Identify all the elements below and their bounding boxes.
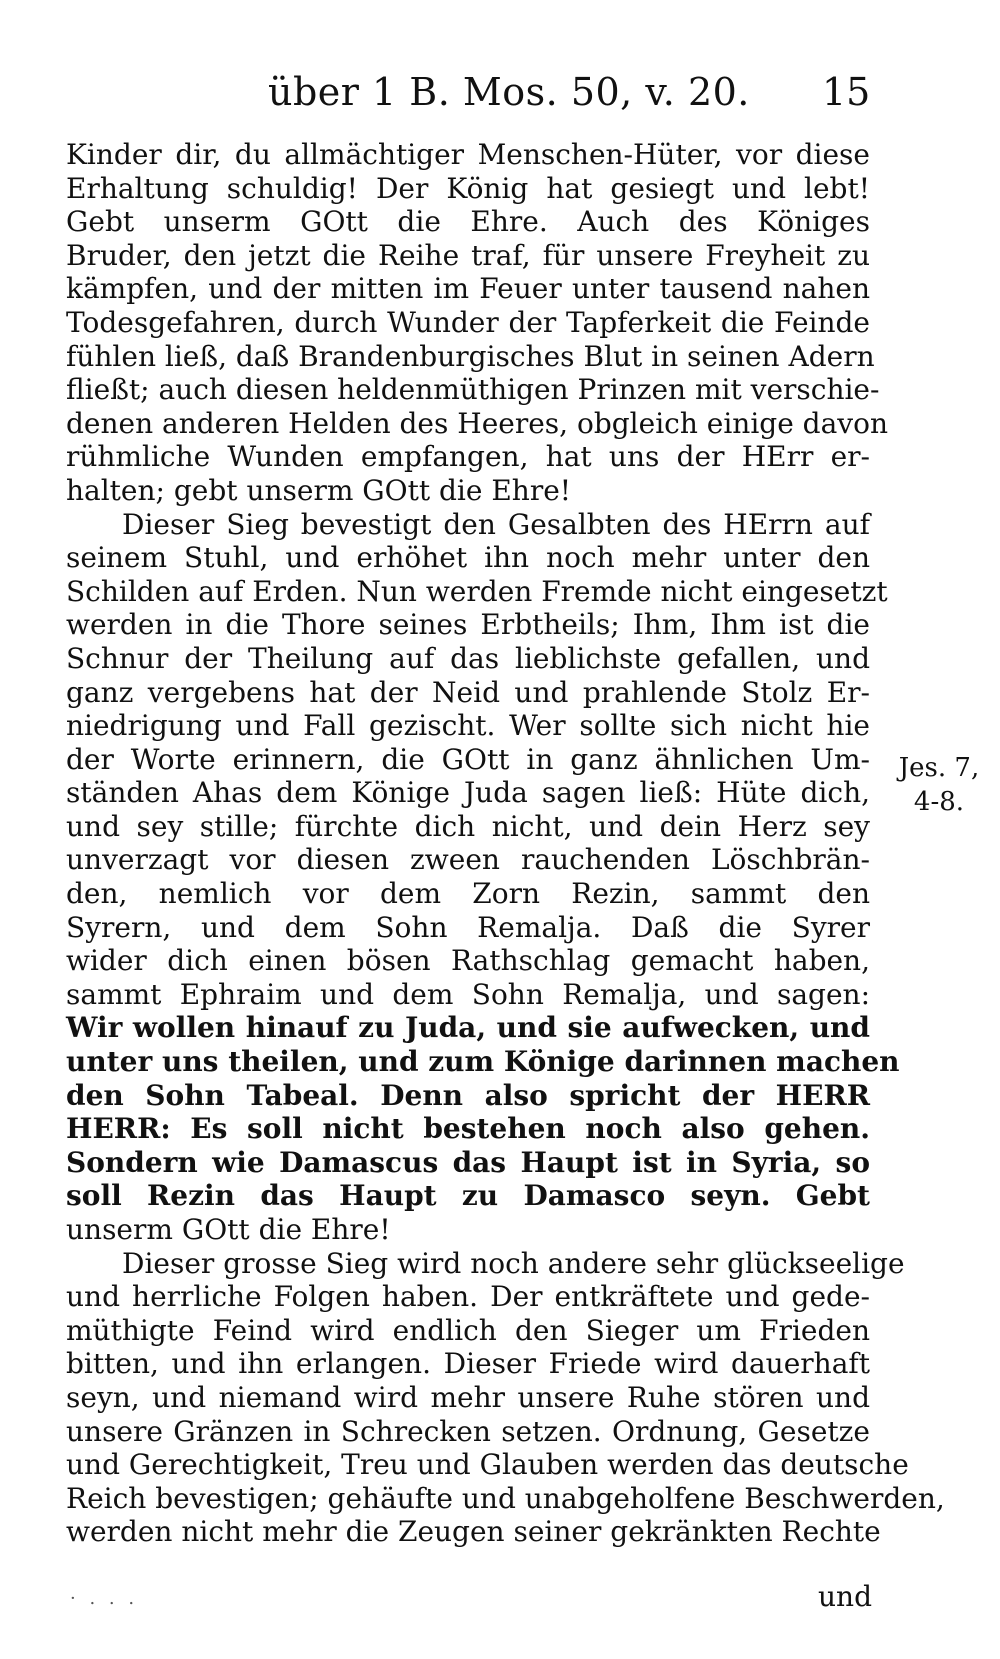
text-line: Schnur der Theilung auf das lieblichste gefallen, und: [66, 641, 870, 675]
text-line: denen anderen Helden des Heeres, obgleich einige davon: [66, 406, 888, 440]
text-line: fließt; auch diesen heldenmüthigen Prinzen mit verschie-: [66, 373, 880, 407]
running-head: über 1 B. Mos. 50, v. 20.: [268, 70, 750, 114]
text-line: unter uns theilen, und zum Könige darinnen machen: [66, 1045, 900, 1079]
text-line: Dieser grosse Sieg wird noch andere sehr glückseelige: [122, 1246, 905, 1280]
text-line: den Sohn Tabeal. Denn also spricht der HERR: [66, 1078, 870, 1112]
text-line: Reich bevestigen; gehäufte und unabgeholfene Beschwerden,: [66, 1481, 945, 1515]
text-line: werden nicht mehr die Zeugen seiner gekränkten Rechte: [66, 1515, 881, 1549]
text-line: Schilden auf Erden. Nun werden Fremde nicht eingesetzt: [66, 574, 888, 608]
text-line: ständen Ahas dem Könige Juda sagen ließ: Hüte dich,: [66, 776, 870, 810]
page-number: 15: [822, 70, 871, 114]
text-line: und Gerechtigkeit, Treu und Glauben werden das deutsche: [66, 1448, 909, 1482]
text-line: Gebt unserm GOtt die Ehre. Auch des Königes: [66, 205, 870, 239]
text-line: seyn, und niemand wird mehr unsere Ruhe stören und: [66, 1380, 870, 1414]
text-line: Kinder dir, du allmächtiger Menschen-Hüter, vor diese: [66, 138, 870, 171]
text-line: unsere Gränzen in Schrecken setzen. Ordnung, Gesetze: [66, 1414, 870, 1448]
text-line: unverzagt vor diesen zween rauchenden Löschbrän-: [66, 843, 870, 877]
text-line: halten; gebt unserm GOtt die Ehre!: [66, 473, 572, 507]
text-line: HERR: Es soll nicht bestehen noch also gehen.: [66, 1112, 870, 1146]
page-header: [0, 62, 1000, 122]
text-line: wider dich einen bösen Rathschlag gemacht haben,: [66, 944, 870, 978]
text-line: fühlen ließ, daß Brandenburgisches Blut in seinen Adern: [66, 339, 875, 373]
text-line: ganz vergebens hat der Neid und prahlende Stolz Er-: [66, 675, 870, 709]
text-line: Todesgefahren, durch Wunder der Tapferkeit die Feinde: [66, 305, 870, 339]
text-line: und herrliche Folgen haben. Der entkräftete und gede-: [66, 1280, 870, 1314]
text-line: seinem Stuhl, und erhöhet ihn noch mehr unter den: [66, 541, 870, 575]
text-line: den, nemlich vor dem Zorn Rezin, sammt den: [66, 877, 870, 911]
text-line: bitten, und ihn erlangen. Dieser Friede wird dauerhaft: [66, 1347, 870, 1381]
margin-note-reference: [884, 752, 994, 819]
text-line: Wir wollen hinauf zu Juda, und sie aufwecken, und: [66, 1011, 870, 1045]
text-line: kämpfen, und der mitten im Feuer unter tausend nahen: [66, 272, 870, 306]
text-line: Erhaltung schuldig! Der König hat gesiegt und lebt!: [66, 171, 870, 205]
text-line: müthigte Feind wird endlich den Sieger um Frieden: [66, 1313, 870, 1347]
text-line: sammt Ephraim und dem Sohn Remalja, und sagen:: [66, 977, 870, 1011]
text-line: Syrern, und dem Sohn Remalja. Daß die Syrer: [66, 910, 870, 944]
margin-note-line: Jes. 7,: [898, 753, 980, 783]
text-line: der Worte erinnern, die GOtt in ganz ähnlichen Um-: [66, 742, 870, 776]
text-line: Bruder, den jetzt die Reihe traf, für unsere Freyheit zu: [66, 238, 870, 272]
stray-marks: · . . .: [70, 1588, 139, 1609]
text-line: Sondern wie Damascus das Haupt ist in Syria, so: [66, 1145, 870, 1179]
catchword: und: [818, 1580, 872, 1613]
text-line: niedrigung und Fall gezischt. Wer sollte sich nicht hie: [66, 709, 870, 743]
text-line: Dieser Sieg bevestigt den Gesalbten des HErrn auf: [122, 507, 870, 541]
text-line: soll Rezin das Haupt zu Damasco seyn. Gebt: [66, 1179, 870, 1213]
text-line: und sey stille; fürchte dich nicht, und dein Herz sey: [66, 809, 870, 843]
text-line: rühmliche Wunden empfangen, hat uns der HErr er-: [66, 440, 870, 474]
text-line: werden in die Thore seines Erbtheils; Ihm, Ihm ist die: [66, 608, 870, 642]
text-line: unserm GOtt die Ehre!: [66, 1213, 391, 1246]
margin-note-line: 4-8.: [913, 786, 965, 817]
